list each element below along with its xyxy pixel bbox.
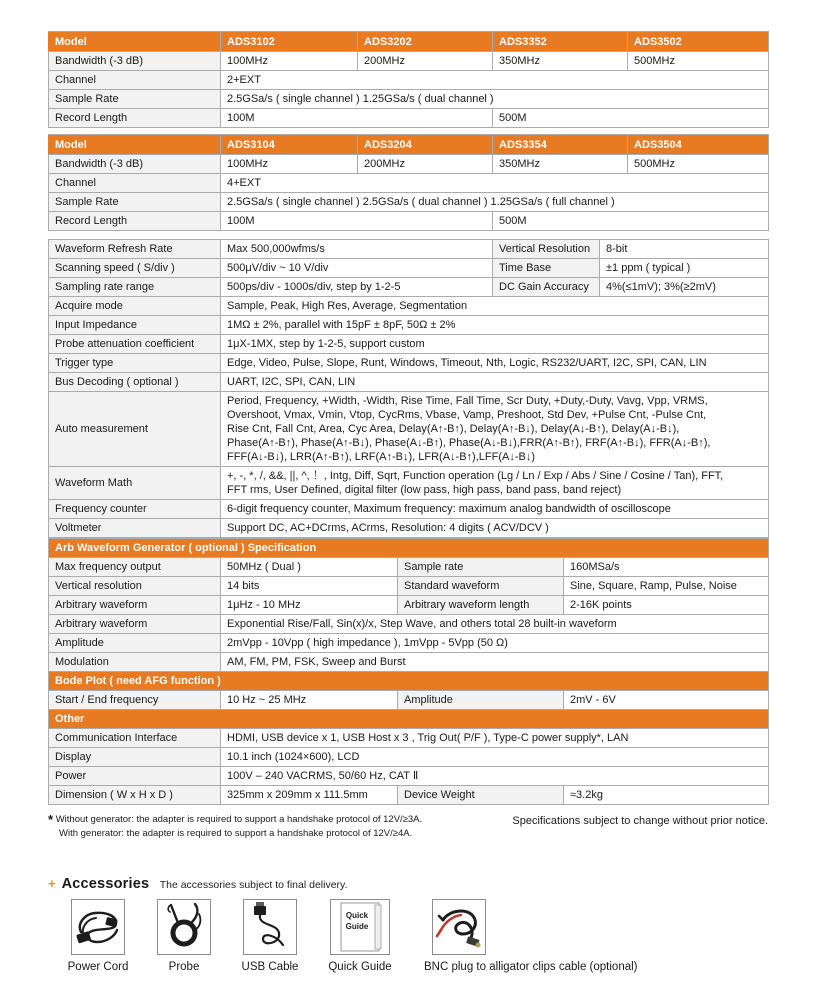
bnc-cable-icon <box>433 900 485 954</box>
specifications-notice: Specifications subject to change without prior notice. <box>512 815 768 827</box>
spec-label-cell: Bandwidth (-3 dB) <box>49 52 221 71</box>
table-row <box>49 786 769 805</box>
column-header-cell: Model <box>49 32 221 52</box>
spec-label-cell: Probe attenuation coefficient <box>49 335 221 354</box>
table-row <box>49 335 769 354</box>
spec-label-cell: Standard waveform <box>398 577 564 596</box>
table-row <box>49 373 769 392</box>
table-row <box>49 558 769 577</box>
awg-bode-other-table <box>48 538 769 805</box>
accessories-title: Accessories <box>61 876 150 892</box>
spec-label-cell: Max frequency output <box>49 558 221 577</box>
table-row <box>49 316 769 335</box>
footnote-text-1: Without generator: the adapter is required to support a handshake protocol of 12V/≥3A. <box>55 814 423 825</box>
probe-image <box>157 899 211 955</box>
spec-value-cell: 100M <box>221 109 493 128</box>
quick-guide-image <box>330 899 390 955</box>
bnc-cable-image <box>432 899 486 955</box>
spec-label-cell: Waveform Refresh Rate <box>49 240 221 259</box>
spec-label-cell: Bandwidth (-3 dB) <box>49 155 221 174</box>
spec-value-cell: 2+EXT <box>221 71 769 90</box>
accessories-subtitle: The accessories subject to final delivery. <box>159 879 348 891</box>
spec-label-cell: Voltmeter <box>49 519 221 538</box>
spec-tables <box>48 31 768 805</box>
general-spec-table <box>48 239 769 538</box>
spec-value-cell: 500μV/div ~ 10 V/div <box>221 259 493 278</box>
spec-value-cell: 160MSa/s <box>564 558 769 577</box>
table-row <box>49 691 769 710</box>
spec-label-cell: Sample Rate <box>49 193 221 212</box>
spec-value-cell: 14 bits <box>221 577 398 596</box>
footnote-text-2: With generator: the adapter is required to support a handshake protocol of 12V/≥4A. <box>59 828 413 839</box>
spec-label-cell: Sample Rate <box>49 90 221 109</box>
spec-label-cell: Power <box>49 767 221 786</box>
section-header-bar: Arb Waveform Generator ( optional ) Specification <box>49 539 769 558</box>
table-row <box>49 729 769 748</box>
spec-label-cell: Arbitrary waveform length <box>398 596 564 615</box>
table-row <box>49 240 769 259</box>
section-header-bar: Other <box>49 710 769 729</box>
spec-value-cell: 4+EXT <box>221 174 769 193</box>
spec-value-cell: Edge, Video, Pulse, Slope, Runt, Windows, Timeout, Nth, Logic, RS232/UART, I2C, SPI, CAN, LIN <box>221 354 769 373</box>
spec-label-cell: Vertical Resolution <box>493 240 600 259</box>
spec-label-cell: Sample rate <box>398 558 564 577</box>
column-header-cell: ADS3204 <box>358 135 493 155</box>
table-row <box>49 500 769 519</box>
spec-value-cell: Sine, Square, Ramp, Pulse, Noise <box>564 577 769 596</box>
column-header-cell: ADS3352 <box>493 32 628 52</box>
spec-label-cell: Acquire mode <box>49 297 221 316</box>
plus-icon: + <box>48 876 56 891</box>
probe-icon <box>158 900 210 954</box>
spec-value-cell: 200MHz <box>358 52 493 71</box>
spec-value-cell: 100MHz <box>221 52 358 71</box>
accessories-row <box>48 899 768 989</box>
table-row <box>49 212 769 231</box>
spec-value-cell: 325mm x 209mm x 111.5mm <box>221 786 398 805</box>
table-row <box>49 90 769 109</box>
spec-label-cell: Sampling rate range <box>49 278 221 297</box>
spec-value-cell: 500MHz <box>628 155 769 174</box>
spec-value-cell: +, -, *, /, &&, ||, ^, ！, Intg, Diff, Sqrt, Function operation (Lg / Ln / Exp / Abs / Sine / Cosine / Tan), FFT, FFT rms, User Defined, digital filter (low pass, high pass, band pass, band reject) <box>221 467 769 500</box>
accessory-label: BNC plug to alligator clips cable (optional) <box>424 961 638 973</box>
quick-guide-icon <box>331 900 389 954</box>
spec-label-cell: Scanning speed ( S/div ) <box>49 259 221 278</box>
table-row <box>49 193 769 212</box>
table-row <box>49 519 769 538</box>
accessories-heading <box>48 875 768 893</box>
spec-label-cell: Display <box>49 748 221 767</box>
table-row <box>49 174 769 193</box>
table-row <box>49 32 769 52</box>
spec-sheet <box>48 31 768 989</box>
column-header-cell: ADS3502 <box>628 32 769 52</box>
column-header-cell: ADS3102 <box>221 32 358 52</box>
footnote <box>48 813 768 841</box>
table-row <box>49 392 769 467</box>
table-row <box>49 748 769 767</box>
spec-value-cell: 6-digit frequency counter, Maximum frequency: maximum analog bandwidth of oscilloscope <box>221 500 769 519</box>
table-row <box>49 278 769 297</box>
spec-value-cell: 500M <box>493 212 769 231</box>
spec-value-cell: 500M <box>493 109 769 128</box>
power-cord-image <box>71 899 125 955</box>
spec-label-cell: Record Length <box>49 212 221 231</box>
table-row <box>49 634 769 653</box>
spec-value-cell: 200MHz <box>358 155 493 174</box>
spec-value-cell: Max 500,000wfms/s <box>221 240 493 259</box>
spec-value-cell: 500MHz <box>628 52 769 71</box>
spec-value-cell: 2mVpp - 10Vpp ( high impedance ), 1mVpp - 5Vpp (50 Ω) <box>221 634 769 653</box>
table-row <box>49 596 769 615</box>
spec-label-cell: Amplitude <box>49 634 221 653</box>
spec-label-cell: Dimension ( W x H x D ) <box>49 786 221 805</box>
table-row <box>49 767 769 786</box>
table-row <box>49 577 769 596</box>
spec-value-cell: 2-16K points <box>564 596 769 615</box>
spec-value-cell: AM, FM, PM, FSK, Sweep and Burst <box>221 653 769 672</box>
spec-label-cell: DC Gain Accuracy <box>493 278 600 297</box>
spec-value-cell: 1μHz - 10 MHz <box>221 596 398 615</box>
table-row <box>49 297 769 316</box>
column-header-cell: ADS3504 <box>628 135 769 155</box>
power-cord-icon <box>72 900 124 954</box>
spec-value-cell: 1μX-1MX, step by 1-2-5, support custom <box>221 335 769 354</box>
spec-label-cell: Channel <box>49 71 221 90</box>
spec-value-cell: 10 Hz ~ 25 MHz <box>221 691 398 710</box>
spec-label-cell: Channel <box>49 174 221 193</box>
spec-label-cell: Communication Interface <box>49 729 221 748</box>
spec-value-cell: 50MHz ( Dual ) <box>221 558 398 577</box>
spec-value-cell: 8-bit <box>600 240 769 259</box>
table-row <box>49 467 769 500</box>
spec-label-cell: Vertical resolution <box>49 577 221 596</box>
spec-label-cell: Input Impedance <box>49 316 221 335</box>
quick-guide-icon-text-1: Quick <box>345 911 369 920</box>
spec-value-cell: Period, Frequency, +Width, -Width, Rise Time, Fall Time, Scr Duty, +Duty,-Duty, Vavg, Vpp, VRMS, Overshoot, Vmax, Vmin, Vtop, CycRms, Vbase, Vamp, Preshoot, Std Dev, +Pulse Cnt, -Pulse Cnt, Rise Cnt, Fall Cnt, Area, Cyc Area, Delay(A↑-B↑), Delay(A↑-B↓), Delay(A↓-B↑), Delay(A↓-B↓), Phase(A↑-B↑), Phase(A↑-B↓), Phase(A↓-B↑), Phase(A↓-B↓),FRR(A↑-B↑), FRF(A↑-B↓), FFR(A↓-B↑), FFF(A↓-B↓), LRR(A↑-B↑), LRF(A↑-B↓), LFR(A↓-B↑),LFF(A↓-B↓) <box>221 392 769 467</box>
quick-guide-icon-text-2: Guide <box>345 922 369 931</box>
spec-value-cell: 350MHz <box>493 52 628 71</box>
table-row <box>49 71 769 90</box>
table-row <box>49 672 769 691</box>
accessory-label: Quick Guide <box>328 961 392 973</box>
column-header-cell: Model <box>49 135 221 155</box>
spec-value-cell: 100V – 240 VACRMS, 50/60 Hz, CAT Ⅱ <box>221 767 769 786</box>
column-header-cell: ADS3104 <box>221 135 358 155</box>
spec-label-cell: Trigger type <box>49 354 221 373</box>
spec-label-cell: Record Length <box>49 109 221 128</box>
model-table-4ch <box>48 134 769 231</box>
spec-value-cell: 500ps/div - 1000s/div, step by 1-2-5 <box>221 278 493 297</box>
spec-label-cell: Start / End frequency <box>49 691 221 710</box>
spec-value-cell: Sample, Peak, High Res, Average, Segmentation <box>221 297 769 316</box>
table-row <box>49 259 769 278</box>
table-row <box>49 615 769 634</box>
footnote-line-2 <box>59 827 768 841</box>
section-header-bar: Bode Plot ( need AFG function ) <box>49 672 769 691</box>
table-row <box>49 109 769 128</box>
table-row <box>49 52 769 71</box>
spec-label-cell: Device Weight <box>398 786 564 805</box>
spec-label-cell: Frequency counter <box>49 500 221 519</box>
spec-value-cell: 350MHz <box>493 155 628 174</box>
usb-cable-image <box>243 899 297 955</box>
spec-value-cell: 2mV - 6V <box>564 691 769 710</box>
table-row <box>49 155 769 174</box>
spec-label-cell: Amplitude <box>398 691 564 710</box>
spec-value-cell: Exponential Rise/Fall, Sin(x)/x, Step Wave, and others total 28 built-in waveform <box>221 615 769 634</box>
spec-value-cell: ≈3.2kg <box>564 786 769 805</box>
table-row <box>49 653 769 672</box>
table-row <box>49 710 769 729</box>
asterisk: * <box>48 812 54 827</box>
column-header-cell: ADS3354 <box>493 135 628 155</box>
spec-value-cell: 100MHz <box>221 155 358 174</box>
model-table-2ch <box>48 31 769 128</box>
spec-label-cell: Modulation <box>49 653 221 672</box>
accessory-label: USB Cable <box>241 961 299 973</box>
spec-value-cell: 100M <box>221 212 493 231</box>
spec-value-cell: HDMI, USB device x 1, USB Host x 3 , Trig Out( P/F ), Type-C power supply*, LAN <box>221 729 769 748</box>
spec-value-cell: 2.5GSa/s ( single channel ) 2.5GSa/s ( dual channel ) 1.25GSa/s ( full channel ) <box>221 193 769 212</box>
spec-label-cell: Arbitrary waveform <box>49 615 221 634</box>
table-row <box>49 354 769 373</box>
spec-label-cell: Arbitrary waveform <box>49 596 221 615</box>
spec-value-cell: 1MΩ ± 2%, parallel with 15pF ± 8pF, 50Ω ± 2% <box>221 316 769 335</box>
spec-value-cell: ±1 ppm ( typical ) <box>600 259 769 278</box>
column-header-cell: ADS3202 <box>358 32 493 52</box>
spec-label-cell: Waveform Math <box>49 467 221 500</box>
spec-value-cell: 2.5GSa/s ( single channel ) 1.25GSa/s ( dual channel ) <box>221 90 769 109</box>
table-row <box>49 135 769 155</box>
accessory-label: Probe <box>168 961 200 973</box>
table-row <box>49 539 769 558</box>
accessory-label: Power Cord <box>67 961 129 973</box>
spec-label-cell: Auto measurement <box>49 392 221 467</box>
spec-label-cell: Bus Decoding ( optional ) <box>49 373 221 392</box>
spec-value-cell: Support DC, AC+DCrms, ACrms, Resolution: 4 digits ( ACV/DCV ) <box>221 519 769 538</box>
spec-value-cell: 10.1 inch (1024×600), LCD <box>221 748 769 767</box>
spec-value-cell: UART, I2C, SPI, CAN, LIN <box>221 373 769 392</box>
spec-label-cell: Time Base <box>493 259 600 278</box>
spec-value-cell: 4%(≤1mV); 3%(≥2mV) <box>600 278 769 297</box>
usb-cable-icon <box>244 900 296 954</box>
